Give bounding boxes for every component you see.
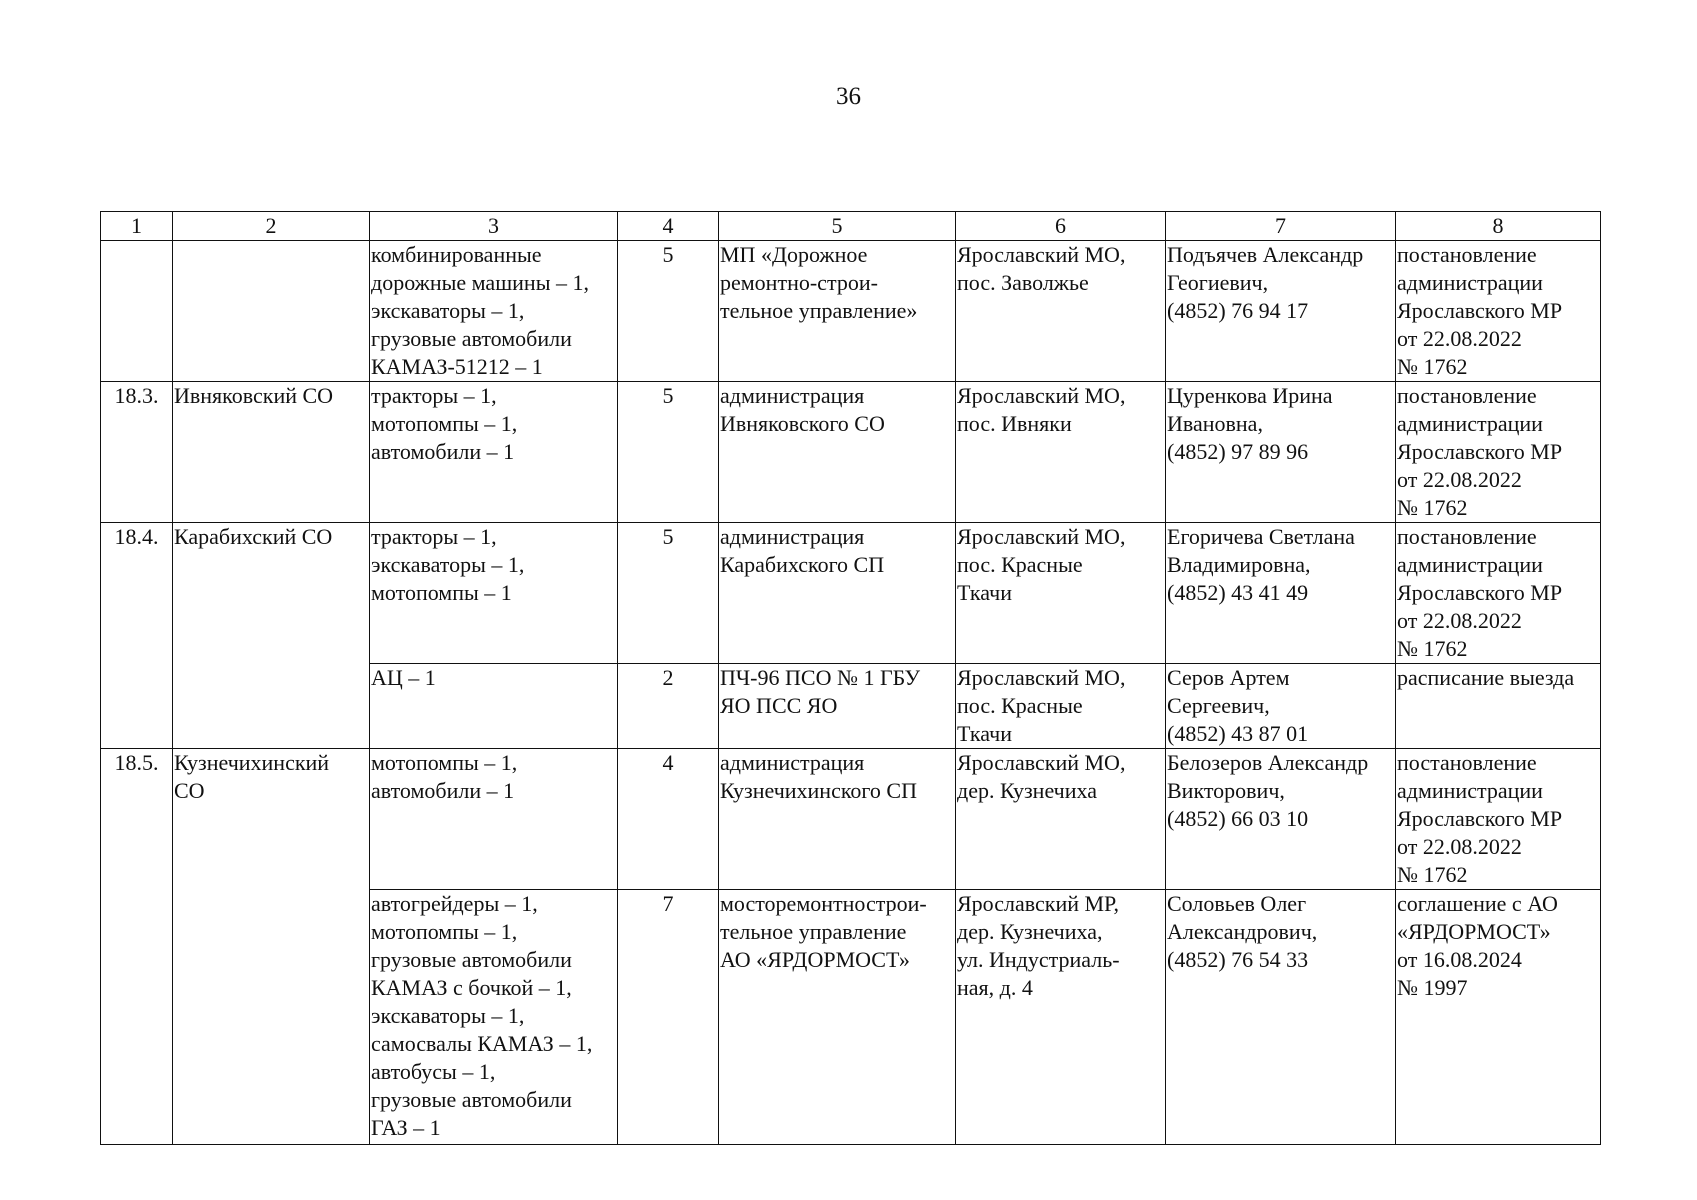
location-cell: Ярославский МО, пос. Красные Ткачи — [956, 664, 1166, 749]
quantity-cell: 4 — [618, 749, 719, 890]
location-cell: Ярославский МО, пос. Ивняки — [956, 382, 1166, 523]
location-cell: Ярославский МО, дер. Кузнечиха — [956, 749, 1166, 890]
basis-cell: соглашение с АО «ЯРДОРМОСТ» от 16.08.2024 № 1997 — [1396, 890, 1601, 1145]
contact-cell: Цуренкова Ирина Ивановна, (4852) 97 89 96 — [1166, 382, 1396, 523]
row-number-cell: 18.4. — [101, 523, 173, 749]
equipment-table — [100, 211, 1601, 1145]
equipment-cell: тракторы – 1, экскаваторы – 1, мотопомпы – 1 — [370, 523, 618, 664]
contact-cell: Соловьев Олег Александрович, (4852) 76 54 33 — [1166, 890, 1396, 1145]
basis-cell: постановление администрации Ярославского МР от 22.08.2022 № 1762 — [1396, 749, 1601, 890]
equipment-cell: автогрейдеры – 1, мотопомпы – 1, грузовые автомобили КАМАЗ с бочкой – 1, экскаваторы – 1, самосвалы КАМАЗ – 1, автобусы – 1, грузовые автомобили ГАЗ – 1 — [370, 890, 618, 1145]
quantity-cell: 5 — [618, 523, 719, 664]
column-header-6: 6 — [956, 212, 1166, 241]
column-header-7: 7 — [1166, 212, 1396, 241]
area-cell: Ивняковский СО — [173, 382, 370, 523]
location-cell: Ярославский МО, пос. Заволжье — [956, 241, 1166, 382]
location-cell: Ярославский МО, пос. Красные Ткачи — [956, 523, 1166, 664]
organization-cell: администрация Карабихского СП — [719, 523, 956, 664]
contact-cell: Подъячев Александр Геогиевич, (4852) 76 94 17 — [1166, 241, 1396, 382]
page-number: 36 — [836, 83, 861, 110]
contact-cell: Белозеров Александр Викторович, (4852) 66 03 10 — [1166, 749, 1396, 890]
organization-cell: администрация Кузнечихинского СП — [719, 749, 956, 890]
area-cell: Кузнечихинский СО — [173, 749, 370, 1145]
row-number-cell: 18.5. — [101, 749, 173, 1145]
organization-cell: ПЧ-96 ПСО № 1 ГБУ ЯО ПСС ЯО — [719, 664, 956, 749]
quantity-cell: 5 — [618, 241, 719, 382]
column-header-5: 5 — [719, 212, 956, 241]
organization-cell: мосторемонтнострои- тельное управление АО «ЯРДОРМОСТ» — [719, 890, 956, 1145]
column-header-4: 4 — [618, 212, 719, 241]
table-row — [101, 241, 1601, 382]
quantity-cell: 7 — [618, 890, 719, 1145]
basis-cell: расписание выезда — [1396, 664, 1601, 749]
column-header-1: 1 — [101, 212, 173, 241]
equipment-cell: комбинированные дорожные машины – 1, экскаваторы – 1, грузовые автомобили КАМАЗ-51212 – 1 — [370, 241, 618, 382]
equipment-cell: тракторы – 1, мотопомпы – 1, автомобили – 1 — [370, 382, 618, 523]
contact-cell: Егоричева Светлана Владимировна, (4852) 43 41 49 — [1166, 523, 1396, 664]
row-number-cell — [101, 241, 173, 382]
area-cell — [173, 241, 370, 382]
basis-cell: постановление администрации Ярославского МР от 22.08.2022 № 1762 — [1396, 241, 1601, 382]
table-row — [101, 523, 1601, 664]
column-header-8: 8 — [1396, 212, 1601, 241]
table-row — [101, 382, 1601, 523]
quantity-cell: 5 — [618, 382, 719, 523]
header-row — [101, 212, 1601, 241]
quantity-cell: 2 — [618, 664, 719, 749]
table-row — [101, 749, 1601, 890]
row-number-cell: 18.3. — [101, 382, 173, 523]
basis-cell: постановление администрации Ярославского МР от 22.08.2022 № 1762 — [1396, 523, 1601, 664]
column-header-2: 2 — [173, 212, 370, 241]
equipment-cell: АЦ – 1 — [370, 664, 618, 749]
area-cell: Карабихский СО — [173, 523, 370, 749]
location-cell: Ярославский МР, дер. Кузнечиха, ул. Индустриаль- ная, д. 4 — [956, 890, 1166, 1145]
basis-cell: постановление администрации Ярославского МР от 22.08.2022 № 1762 — [1396, 382, 1601, 523]
column-header-3: 3 — [370, 212, 618, 241]
contact-cell: Серов Артем Сергеевич, (4852) 43 87 01 — [1166, 664, 1396, 749]
equipment-cell: мотопомпы – 1, автомобили – 1 — [370, 749, 618, 890]
organization-cell: администрация Ивняковского СО — [719, 382, 956, 523]
organization-cell: МП «Дорожное ремонтно-строи- тельное управление» — [719, 241, 956, 382]
